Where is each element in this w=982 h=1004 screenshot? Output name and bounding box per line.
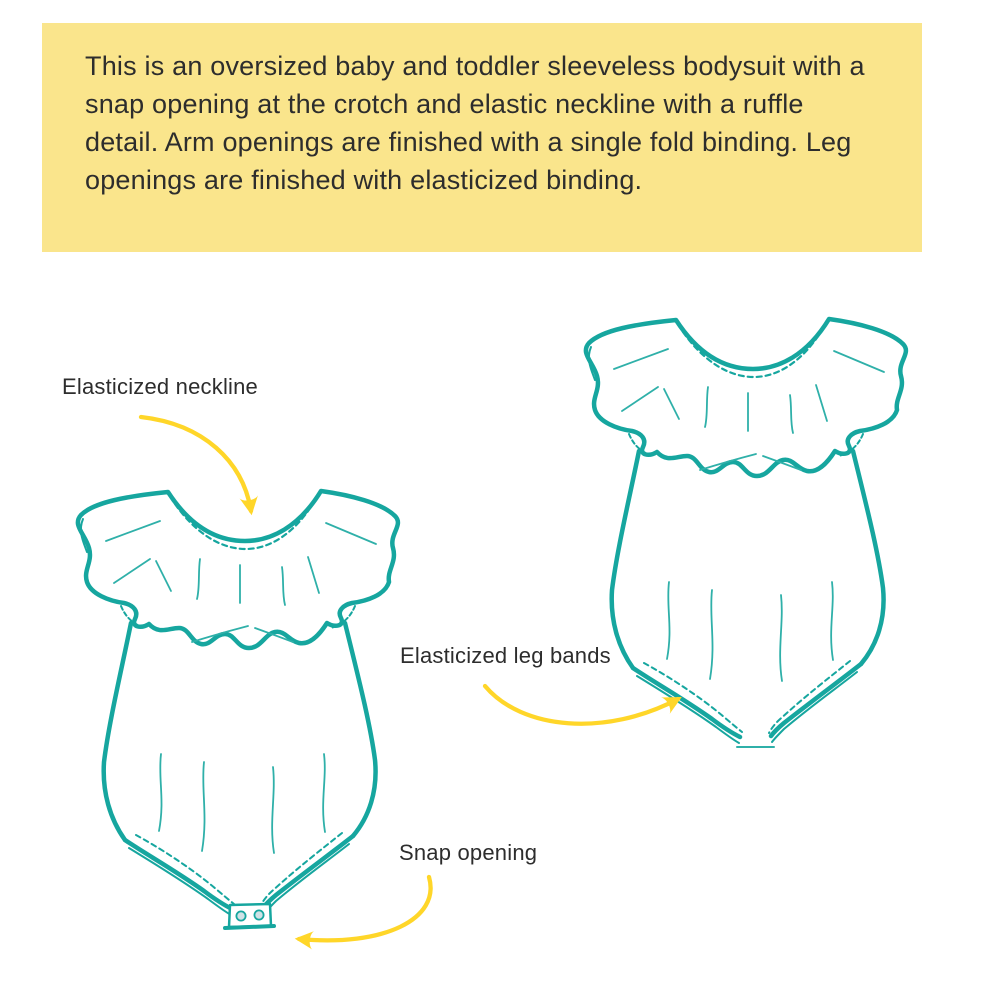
bodysuit-front-illustration [58, 477, 418, 947]
label-snap-opening: Snap opening [399, 840, 538, 865]
description-text: This is an oversized baby and toddler sleeveless bodysuit with a snap opening at the crotch and elastic neckline with a ruffle detail. Arm openings are finished with a single fold binding. Leg openings are finished with elasticized binding. [85, 51, 865, 195]
label-elasticized-leg-bands: Elasticized leg bands [400, 643, 611, 668]
snap-crotch-tab [225, 904, 274, 928]
label-elasticized-neckline: Elasticized neckline [62, 374, 258, 399]
description-box [42, 23, 922, 252]
bodysuit-back-illustration [566, 305, 926, 775]
